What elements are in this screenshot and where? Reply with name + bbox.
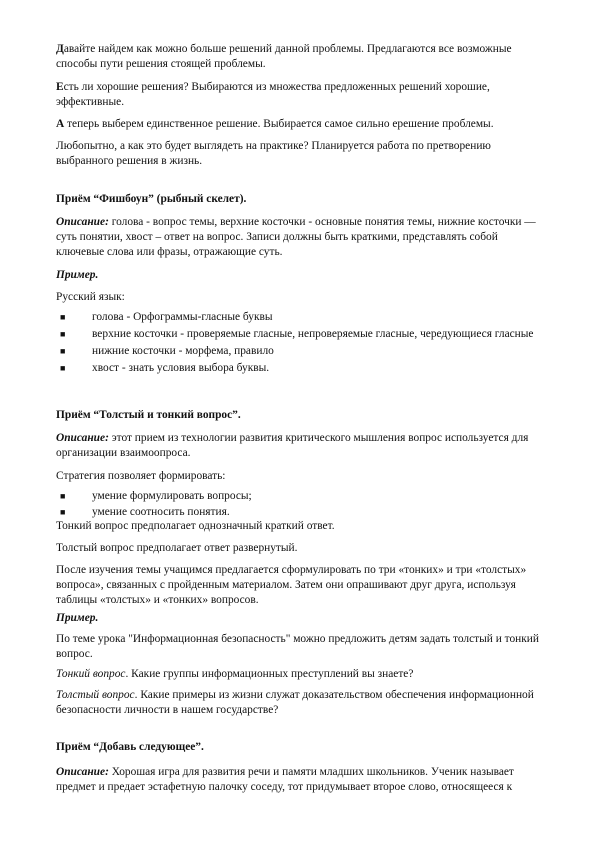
description-text: Хорошая игра для развития речи и памяти младших школьников. Ученик называет предмет и предает эстафетную палочку соседу, тот придумывает второе слово, относящееся к — [56, 766, 514, 793]
paragraph-text: сть ли хорошие решения? Выбираются из множества предложенных решений хорошие, эффективные. — [56, 81, 490, 108]
thin-question-label: Тонкий вопрос — [56, 668, 126, 680]
fishbone-description — [56, 215, 539, 260]
description-label: Описание: — [56, 432, 109, 444]
square-bullet-icon: ■ — [60, 491, 66, 501]
square-bullet-icon: ■ — [60, 363, 66, 373]
intro-paragraph-2 — [56, 80, 539, 110]
drop-letter: А — [56, 118, 65, 130]
strategy-text: Стратегия позволяет формировать: — [56, 470, 226, 482]
fishbone-subject: Русский язык: — [56, 291, 125, 303]
list-item: умение формулировать вопросы; — [92, 490, 252, 502]
list-item: умение соотносить понятия. — [92, 506, 230, 518]
intro-paragraph-3 — [56, 117, 539, 132]
square-bullet-icon: ■ — [60, 312, 66, 322]
description-text: голова - вопрос темы, верхние косточки - основные понятия темы, нижние косточки — суть понятии, хвост – ответ на вопрос. Записи должны быть краткими, представлять собой ключевые слова или фразы, отражающие суть. — [56, 216, 536, 258]
thin-question-definition: Тонкий вопрос предполагает однозначный краткий ответ. — [56, 520, 335, 532]
list-item: верхние косточки - проверяемые гласные, непроверяемые гласные, чередующиеся гласные — [92, 328, 534, 340]
section-heading-thick-thin: Приём “Толстый и тонкий вопрос”. — [56, 409, 241, 421]
drop-letter: Д — [56, 43, 64, 55]
list-item: голова - Орфограммы-гласные буквы — [92, 311, 273, 323]
square-bullet-icon: ■ — [60, 346, 66, 356]
description-label: Описание: — [56, 216, 109, 228]
example-paragraph: По теме урока "Информационная безопасность" можно предложить детям задать толстый и тонкий вопрос. — [56, 633, 539, 660]
thin-question-text: . Какие группы информационных преступлений вы знаете? — [125, 668, 414, 680]
intro-paragraph-4: Любопытно, а как это будет выглядеть на практике? Планируется работа по претворению выбранного решения в жизнь. — [56, 140, 491, 167]
paragraph-text: авайте найдем как можно больше решений данной проблемы. Предлагаются все возможные способы пути решения стоящей проблемы. — [56, 43, 512, 70]
fishbone-example-label: Пример. — [56, 269, 99, 281]
thick-thin-description — [56, 431, 539, 461]
section-heading-fishbone: Приём “Фишбоун” (рыбный скелет). — [56, 193, 247, 205]
thick-question-label: Толстый вопрос — [56, 689, 135, 701]
description-text: этот прием из технологии развития критического мышления вопрос используется для организации взаимоопроса. — [56, 432, 529, 459]
drop-letter: Е — [56, 81, 64, 93]
list-item: нижние косточки - морфема, правило — [92, 345, 274, 357]
thick-question-text: . Какие примеры из жизни служат доказательством обеспечения информационной безопасности личности в нашем государстве? — [56, 689, 534, 716]
thick-question-definition: Толстый вопрос предполагает ответ развернутый. — [56, 542, 298, 554]
square-bullet-icon: ■ — [60, 507, 66, 517]
thin-question-example — [56, 667, 539, 682]
add-next-description — [56, 765, 539, 795]
description-label: Описание: — [56, 766, 109, 778]
thick-thin-example-label: Пример. — [56, 612, 99, 624]
section-heading-add-next: Приём “Добавь следующее”. — [56, 741, 204, 753]
intro-paragraph-1 — [56, 42, 539, 72]
thick-question-example — [56, 688, 539, 718]
list-item: хвост - знать условия выбора буквы. — [92, 362, 270, 374]
after-topic-paragraph: После изучения темы учащимся предлагается сформулировать по три «тонких» и три «толстых» вопроса», связанных с пройденным материалом. Затем они опрашивают друг друга, используя таблицы «толстых» и «тонких» вопросов. — [56, 564, 527, 606]
square-bullet-icon: ■ — [60, 329, 66, 339]
paragraph-text: теперь выберем единственное решение. Выбирается самое сильно ерешение проблемы. — [64, 118, 494, 130]
